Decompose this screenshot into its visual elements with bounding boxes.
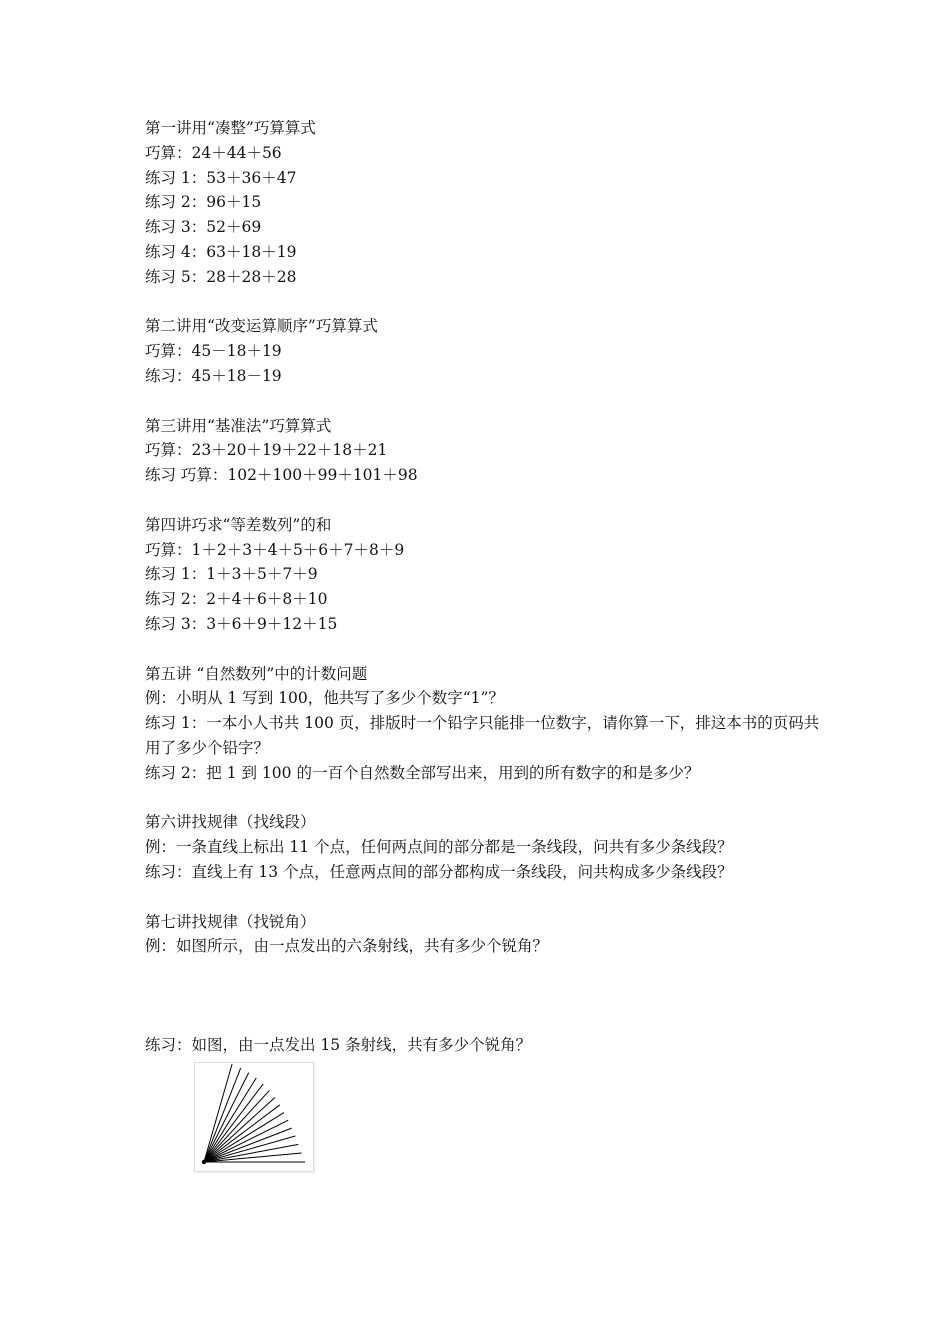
- problem-line: 练习 2：96＋15: [145, 193, 262, 212]
- lecture-title: 第二讲用“改变运算顺序”巧算算式: [145, 317, 378, 336]
- problem-line: 练习 3：52＋69: [145, 218, 262, 237]
- lecture-2: [145, 314, 825, 388]
- ray-origin-point: [202, 1160, 206, 1164]
- problem-line: 练习 3：3＋6＋9＋12＋15: [145, 614, 338, 633]
- lecture-5: [145, 662, 825, 786]
- problem-line: 例：小明从 1 写到 100，他共写了多少个数字“1”？: [145, 689, 504, 708]
- lecture-title: 第五讲 “自然数列”中的计数问题: [145, 664, 368, 683]
- lecture-4: [145, 513, 825, 637]
- rays-figure: [194, 1062, 314, 1172]
- problem-line: 练习 5：28＋28＋28: [145, 267, 297, 286]
- rays-diagram: [195, 1063, 313, 1171]
- problem-line: 例：如图所示，由一点发出的六条射线，共有多少个锐角？: [145, 937, 549, 956]
- lecture-title: 第三讲用“基准法”巧算算式: [145, 416, 332, 435]
- problem-line: 练习：45＋18－19: [145, 366, 282, 385]
- lecture-6: [145, 810, 825, 884]
- problem-line: 练习 2：2＋4＋6＋8＋10: [145, 590, 328, 609]
- problem-line: 巧算：24＋44＋56: [145, 143, 282, 162]
- problem-line: 练习 2：把 1 到 100 的一百个自然数全部写出来，用到的所有数字的和是多少？: [145, 763, 700, 782]
- lecture-title: 第四讲巧求“等差数列”的和: [145, 515, 332, 534]
- problem-line: 例：一条直线上标出 11 个点，任何两点间的部分都是一条线段，问共有多少条线段？: [145, 838, 733, 857]
- problem-line: 练习 1：53＋36＋47: [145, 168, 297, 187]
- lecture-title: 第六讲找规律（找线段）: [145, 813, 316, 832]
- problem-line: 练习 4：63＋18＋19: [145, 242, 297, 261]
- lecture-7: [145, 910, 825, 1172]
- document-page: [145, 116, 825, 1172]
- lecture-1: [145, 116, 825, 290]
- lecture-title: 第七讲找规律（找锐角）: [145, 912, 316, 931]
- exercise-line: 练习：如图，由一点发出 15 条射线，共有多少个锐角？: [145, 1036, 532, 1055]
- problem-line: 巧算：23＋20＋19＋22＋18＋21: [145, 441, 388, 460]
- lecture-title: 第一讲用“凑整”巧算算式: [145, 119, 316, 137]
- problem-line: 练习 1：一本小人书共 100 页，排版时一个铅字只能排一位数字，请你算一下，排这本书的页码共用了多少个铅字？: [145, 714, 820, 757]
- problem-line: 练习 1：1＋3＋5＋7＋9: [145, 565, 318, 584]
- problem-line: 巧算：1＋2＋3＋4＋5＋6＋7＋8＋9: [145, 540, 405, 559]
- problem-line: 巧算：45－18＋19: [145, 342, 282, 361]
- problem-line: 练习 巧算：102＋100＋99＋101＋98: [145, 466, 418, 485]
- missing-figure-area: [145, 959, 825, 1033]
- lecture-3: [145, 414, 825, 488]
- problem-line: 练习：直线上有 13 个点，任意两点间的部分都构成一条线段，问共构成多少条线段？: [145, 862, 733, 881]
